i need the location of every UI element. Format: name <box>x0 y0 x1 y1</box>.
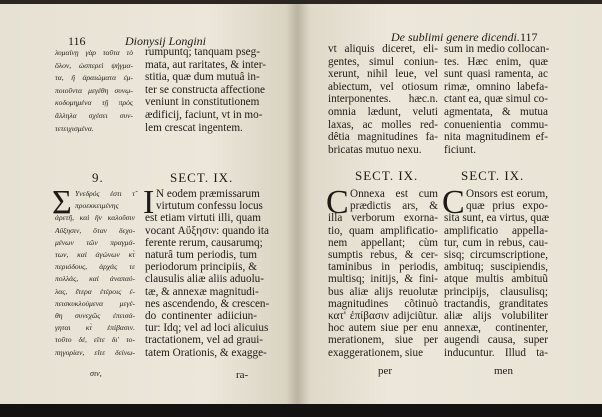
text-line: aliæ alijs volubiliter <box>444 310 548 323</box>
text-line: κατ' ἐπίβασιν adijciũtur. <box>328 310 438 323</box>
running-head-text: De sublimi genere dicendi. <box>391 30 520 44</box>
column-2-drop-cap: C <box>442 184 465 221</box>
table-surface <box>0 404 602 417</box>
text-line: nes ascendendo, & crescen- <box>145 297 270 310</box>
text-line: conuenientia commu- <box>444 118 548 131</box>
text-line: των, καὶ ἀγώνων κτ̀ <box>55 250 135 260</box>
text-line: sumptis rebus, & cer- <box>328 249 438 262</box>
text-line: tæ, & annexæ magnitudi- <box>145 285 259 298</box>
text-line: Αὔξησιν, ὅταν δεχο- <box>55 225 135 235</box>
text-line: ferente rerum, causarumq; <box>145 236 263 249</box>
text-line: principijs, clausulisq; <box>444 285 548 298</box>
text-line: do continenter adiiciun- <box>145 310 257 323</box>
text-line: rimæ, omnino labefa- <box>444 80 548 93</box>
text-line: Onsors est eorum, <box>466 188 548 200</box>
text-line: omnia lædunt, veluti <box>328 105 438 118</box>
text-line: nem appellant; cùm <box>328 236 438 249</box>
text-line: multisq; initijs, & fini- <box>328 273 438 286</box>
text-line: πεισκυκλούμενα μεγέ- <box>55 298 135 308</box>
text-line: illa verborum exorna- <box>328 212 438 225</box>
column-1-top <box>328 43 438 156</box>
column-1-heading: SECT. IX. <box>355 168 419 183</box>
latin-drop-cap: I <box>143 184 155 221</box>
text-line: hoc autem siue per enu <box>328 322 438 335</box>
text-line: ædificij, faciunt, vt in mo- <box>145 108 263 121</box>
column-1-catchword: per <box>378 365 393 377</box>
latin-column-top <box>145 46 266 134</box>
page-number: 117 <box>520 30 538 44</box>
text-line: πολλάς, καὶ ἀναπαύ- <box>55 274 135 284</box>
text-line: annexæ, continenter, <box>444 322 548 335</box>
greek-column-body <box>55 188 135 359</box>
text-line: tur, cum in rebus, cau- <box>444 236 548 249</box>
latin-column-body <box>143 184 270 359</box>
text-line: taminibus in periodis, <box>328 261 438 274</box>
text-line: ἄλληλα σχέσει συν- <box>55 110 133 120</box>
text-line: κοδομημένα τῇ πρὸς <box>55 98 133 108</box>
text-line: xerunt, nihil leue, vel <box>328 68 438 81</box>
text-line: clausulis aliæ aliis aduolu- <box>145 273 265 286</box>
text-line: est etiam virtuti illi, quam <box>145 212 261 225</box>
text-line: magnitudines cõtinuò <box>328 297 438 310</box>
text-line: inducuntur. Illud ta- <box>444 346 548 359</box>
text-line: bus aliæ alijs reuolutæ <box>328 285 438 298</box>
text-line: περιόδους, ἀρχάς τε <box>55 262 135 272</box>
text-line: ficiunt. <box>444 143 477 156</box>
text-line: tes. Hæc enim, quæ <box>444 55 548 68</box>
text-line: gentes, simul coniun- <box>328 55 438 68</box>
text-line: amplificatio appella- <box>444 224 548 237</box>
text-line: Onnexa est cum <box>350 188 438 200</box>
text-line: virtutum confessu locus <box>156 200 263 213</box>
text-line: ctant ea, quæ simul co- <box>444 93 548 106</box>
text-line: agmentata, & mutua <box>444 105 548 118</box>
text-line: tur: Idq; vel ad loci alicuius <box>145 322 269 335</box>
greek-catchword: σιν, <box>90 369 102 378</box>
text-line: tio, quam amplificatio- <box>328 224 438 237</box>
column-2-catchword: men <box>494 365 513 377</box>
text-line: periodorum principiis, & <box>145 261 257 274</box>
text-line: rumpuntq; tanquam pseg- <box>145 46 260 58</box>
column-2-body <box>442 184 550 359</box>
greek-column-top <box>55 47 133 135</box>
text-line: laxas, ac molles red- <box>328 118 438 131</box>
latin-catchword: ra- <box>236 369 249 381</box>
running-head-text: Dionysij Longini <box>125 34 207 48</box>
text-line: sisq; circumscriptione, <box>444 249 548 262</box>
text-line: stitia, quæ dum mutuâ in- <box>145 71 260 84</box>
text-line: sunt quasi ramenta, ac <box>444 68 548 81</box>
right-page <box>298 4 602 404</box>
text-line: veniunt in constitutionem <box>145 96 260 109</box>
text-line: vt aliquis diceret, eli- <box>328 43 438 55</box>
text-line: vocant Αὔξησιν: quando ita <box>145 224 269 237</box>
text-line: θη συνεχῶς ἐπεισά- <box>55 311 135 321</box>
column-1-drop-cap: C <box>326 184 349 221</box>
text-line: dêtia magnitudines fa- <box>328 131 438 144</box>
text-line: tractationem, vel ad graui- <box>145 334 264 347</box>
greek-section-number: 9. <box>92 170 104 185</box>
column-2-top <box>444 43 548 156</box>
text-line: ὅλον, ὡσπερεὶ ψήγμα- <box>55 60 133 70</box>
text-line: sita sunt, ea virtus, quæ <box>444 212 550 225</box>
text-line: mata, aut raritates, & inter- <box>145 58 266 71</box>
text-line: Υνεδρός ἐστι τ̃ <box>75 189 135 198</box>
text-line: exaggerationem, siue <box>328 346 424 359</box>
left-page <box>0 4 298 404</box>
text-line: quæ prius expo- <box>466 200 548 213</box>
text-line: ἀρετῆ, καὶ ἣν καλοῦσιν <box>55 213 135 223</box>
text-line: abiectum, vel otiosum <box>328 80 438 93</box>
text-line: γηται κτ̀ ἐπίβασιν. <box>55 323 135 333</box>
text-line: sum in medio collocan- <box>444 43 550 55</box>
text-line: prædictis ars, & <box>350 200 438 213</box>
text-line: ποιοῦντα μεγέθη συνῳ- <box>55 85 133 95</box>
text-line: naturâ tum periodis, tum <box>145 249 257 262</box>
column-1-body <box>326 184 438 359</box>
text-line: προεκκειμένης <box>75 201 119 211</box>
column-2-heading: SECT. IX. <box>461 168 525 183</box>
greek-drop-cap: Σ <box>52 184 72 221</box>
text-line: λας, ἕτερα ἑτέροις ἐ- <box>55 286 135 296</box>
text-line: τοῦτο δέ, εἴτε δι' το- <box>55 335 135 345</box>
text-line: augendi causa, super <box>444 334 548 347</box>
text-line: tractandis, granditates <box>444 297 548 310</box>
text-line: atque multis ambituũ <box>444 273 548 286</box>
text-line: ter se constructa affectione <box>145 83 265 96</box>
page-number: 116 <box>68 34 86 48</box>
text-line: merationem, siue per <box>328 334 438 347</box>
text-line: μένων τῶν πραγμά- <box>55 237 135 247</box>
text-line: lem crescat ingentem. <box>145 121 243 134</box>
text-line: bricatas mutuo nexu. <box>328 143 422 156</box>
text-line: tatem Orationis, & exagge- <box>145 346 267 359</box>
text-line: τα, ἢ ἀραιώματα ἐμ- <box>55 73 133 83</box>
text-line: τετειχισμένα. <box>55 123 94 133</box>
text-line: nita magnitudinem ef- <box>444 131 548 144</box>
text-line: interponentes. hæc.n. <box>328 93 438 106</box>
text-line: λυμαίνῃ γὰρ ταῦτα τὸ <box>55 48 133 57</box>
text-line: N eodem præmissarum <box>156 188 260 200</box>
text-line: ambituq; suscipiendis, <box>444 261 548 274</box>
text-line: πηγορίαν, εἴτε δείνω- <box>55 347 135 357</box>
section-heading: SECT. IX. <box>170 170 234 185</box>
